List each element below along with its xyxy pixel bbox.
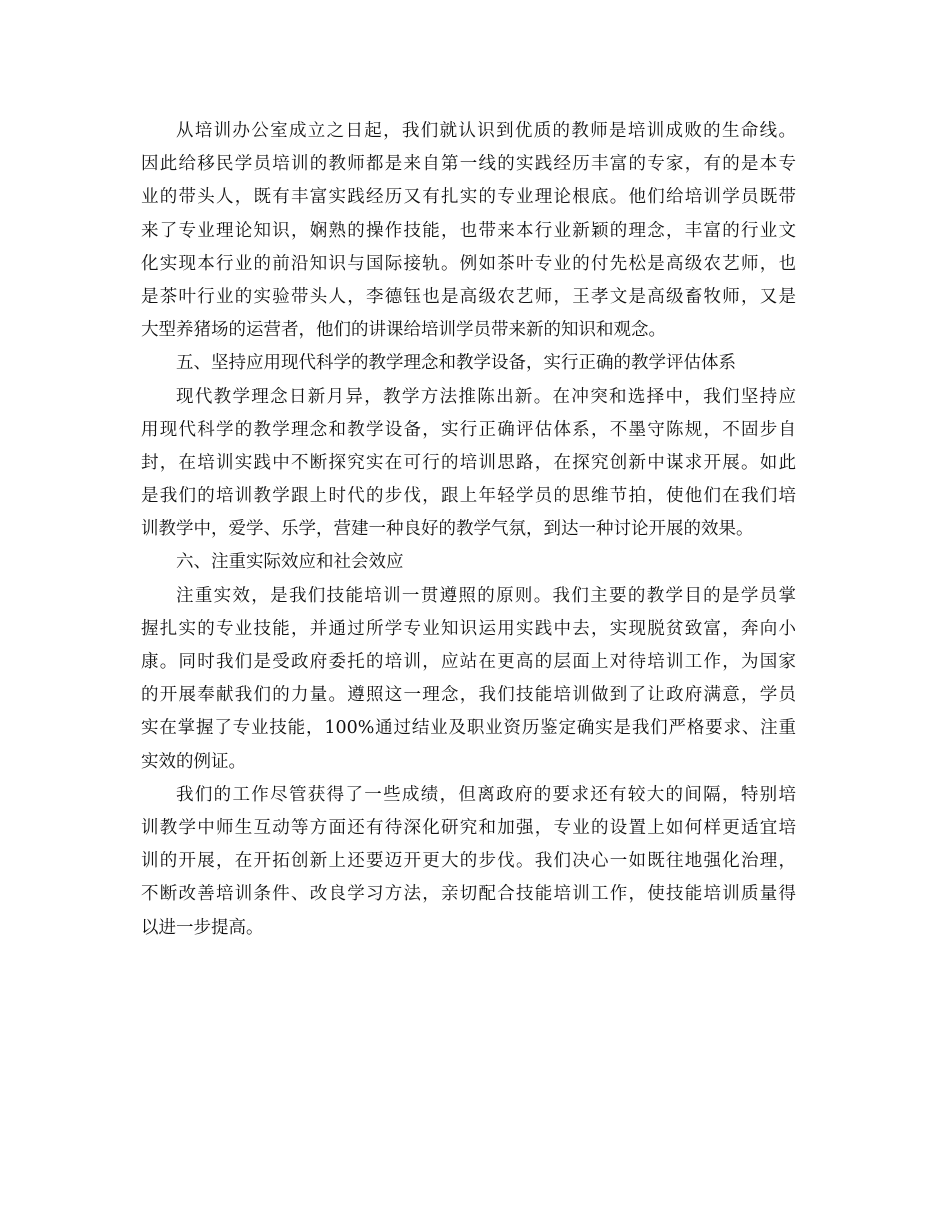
text-line: 是茶叶行业的实验带头人，李德钰也是高级农艺师，王孝文是高级畜牧师，又是 [141,286,796,307]
text-line: 不断改善培训条件、改良学习方法，亲切配合技能培训工作，使技能培训质量得 [141,884,796,905]
section-heading-5 [141,347,796,380]
text-line: 用现代科学的教学理念和教学设备，实行正确评估体系，不墨守陈规，不固步自 [141,419,796,440]
text-line: 大型养猪场的运营者，他们的讲课给培训学员带来新的知识和观念。 [141,320,666,341]
text-line: 封，在培训实践中不断探究实在可行的培训思路，在探究创新中谋求开展。如此 [141,452,796,473]
text-line: 握扎实的专业技能，并通过所学专业知识运用实践中去，实现脱贫致富，奔向小 [141,618,796,639]
text-line: 的开展奉献我们的力量。遵照这一理念，我们技能培训做到了让政府满意，学员 [141,685,796,706]
text-line: 业的带头人，既有丰富实践经历又有扎实的专业理论根底。他们给培训学员既带 [141,187,796,208]
section-heading-6 [141,546,796,579]
text-line: 实效的例证。 [141,751,246,772]
text-line: 训教学中师生互动等方面还有待深化研究和加强，专业的设置上如何样更适宜培 [141,817,796,838]
text-line: 现代教学理念日新月异，教学方法推陈出新。在冲突和选择中，我们坚持应 [176,386,796,407]
paragraph-teaching-concepts [141,381,796,547]
text-line: 来了专业理论知识，娴熟的操作技能，也带来本行业新颖的理念，丰富的行业文 [141,220,796,241]
heading-line: 六、注重实际效应和社会效应 [176,552,404,573]
paragraph-teachers [141,115,796,347]
text-line: 我们的工作尽管获得了一些成绩，但离政府的要求还有较大的间隔，特别培 [176,784,796,805]
paragraph-practical-effects [141,580,796,779]
text-line: 康。同时我们是受政府委托的培训，应站在更高的层面上对待培训工作，为国家 [141,652,796,672]
text-line: 训教学中，爱学、乐学，营建一种良好的教学气氛，到达一种讨论开展的效果。 [141,519,754,540]
text-line: 是我们的培训教学跟上时代的步伐，跟上年轻学员的思维节拍，使他们在我们培 [141,486,796,507]
text-line: 因此给移民学员培训的教师都是来自第一线的实践经历丰富的专家，有的是本专 [141,154,796,175]
heading-line: 五、坚持应用现代科学的教学理念和教学设备，实行正确的教学评估体系 [176,353,736,374]
text-line: 化实现本行业的前沿知识与国际接轨。例如茶叶专业的付先松是高级农艺师，也 [141,253,796,274]
text-line: 实在掌握了专业技能，100%通过结业及职业资历鉴定确实是我们严格要求、注重 [141,718,796,739]
text-line: 注重实效，是我们技能培训一贯遵照的原则。我们主要的教学目的是学员掌 [176,585,796,606]
text-line: 训的开展，在开拓创新上还要迈开更大的步伐。我们决心一如既往地强化治理， [141,851,796,872]
text-line: 以进一步提高。 [141,917,264,938]
paragraph-conclusion [141,779,796,945]
document-body [141,115,796,945]
text-line: 从培训办公室成立之日起，我们就认识到优质的教师是培训成败的生命线。 [176,121,796,141]
